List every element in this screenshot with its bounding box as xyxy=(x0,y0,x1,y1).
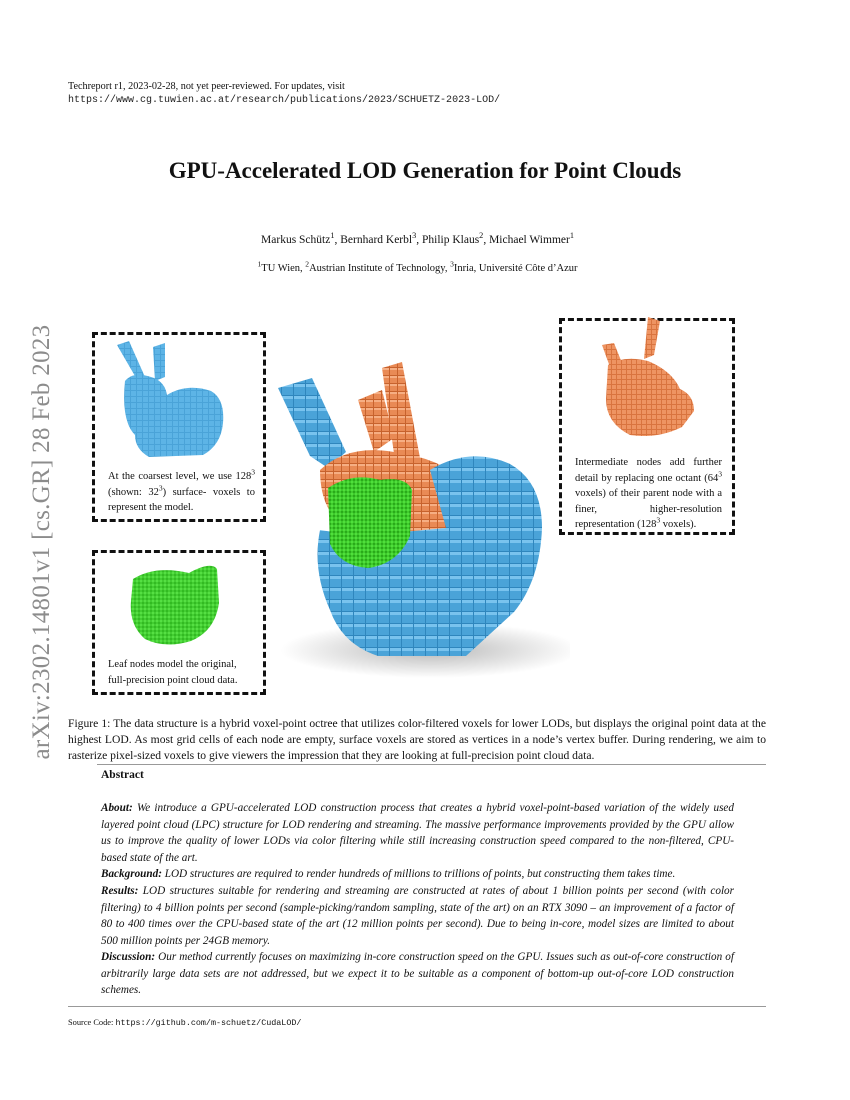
leaf-nodes-caption: Leaf nodes model the original, full-precision point cloud data. xyxy=(108,659,238,686)
background-text: LOD structures are required to render hundreds of millions to trillions of points, but constructing them takes time. xyxy=(164,868,676,880)
arxiv-stamp: arXiv:2302.14801v1 [cs.GR] 28 Feb 2023 xyxy=(28,324,55,760)
abstract-results xyxy=(101,883,734,949)
leaf-nodes-box xyxy=(92,550,266,695)
results-label: Results: xyxy=(101,885,139,897)
author-affiliation-mark: 3 xyxy=(412,231,417,241)
discussion-text: Our method currently focuses on maximizing in-core construction speed on the GPU. Issues such as out-of-core construction of arbitrarily large data sets are not addressed, but we expect it to be suitable as a component of bottom-up out-of-core LOD construction schemes. xyxy=(101,951,734,996)
author-name: Michael Wimmer xyxy=(489,234,570,246)
update-url-link[interactable]: https://www.cg.tuwien.ac.at/research/publications/2023/SCHUETZ-2023-LOD/ xyxy=(68,95,501,106)
hybrid-bunny-render xyxy=(270,360,570,680)
source-code-note xyxy=(68,1018,301,1028)
source-code-link[interactable]: https://github.com/m-schuetz/CudaLOD/ xyxy=(115,1018,302,1028)
affiliation-name: TU Wien xyxy=(261,263,301,274)
figure-caption: Figure 1: The data structure is a hybrid voxel-point octree that utilizes color-filtered voxels for lower LODs, but displays the original point data at the highest LOD. As most grid cells of each node are empty, surface voxels are stored as vertices in a node’s vertex buffer. During rendering, we aim to rasterize pixel-sized voxels to give viewers the impression that they are looking at full-precision point cloud data. xyxy=(68,717,766,762)
affiliation-name: Austrian Institute of Technology xyxy=(309,263,445,274)
blue-bunny-small xyxy=(95,337,263,467)
orange-voxel-octant xyxy=(562,315,732,445)
abstract-background xyxy=(101,866,734,883)
abstract-heading: Abstract xyxy=(101,769,144,781)
affiliation-list: $^1$TU Wien, $^2$Austrian Institute of Technology, $^3$Inria, Université Côte d’Azur xyxy=(257,259,578,274)
author-affiliation-mark: 1 xyxy=(569,231,574,241)
about-label: About: xyxy=(101,802,133,814)
discussion-label: Discussion: xyxy=(101,951,156,963)
results-text: LOD structures suitable for rendering and streaming are constructed at rates of about 1 billion points per second (with color filtering) to 4 billion points per second (sample-picking/random sampling, state of the art) on an RTX 3090 – an improvement of a factor of 80 to 400 times over the CPU-based state of the art (12 million points per second). Due to being in-core, model sizes are limited to about 500 million points per 24GB memory. xyxy=(101,885,734,947)
coarse-level-box xyxy=(92,332,266,522)
author-list: Markus Schütz$^1$, Bernhard Kerbl$^3$, Philip Klaus$^2$, Michael Wimmer$^1$ xyxy=(261,231,574,246)
divider xyxy=(68,1006,766,1007)
author-affiliation-mark: 1 xyxy=(330,231,335,241)
paper-title: GPU-Accelerated LOD Generation for Point Clouds xyxy=(168,158,682,183)
affiliation-number: 3 xyxy=(450,259,454,269)
divider xyxy=(97,764,766,765)
coarse-level-caption: At the coarsest level, we use $128^3$ (shown: $32^3$) surface- voxels to represent the model. xyxy=(108,467,256,513)
affiliation-name: Inria, Université Côte d’Azur xyxy=(453,263,578,274)
affiliation-number: 1 xyxy=(257,259,262,269)
author-name: Philip Klaus xyxy=(421,234,480,246)
intermediate-nodes-caption: Intermediate nodes add further detail by replacing one octant ($64^3$ voxels) of their parent node with a finer, higher-resolution representation ($128^3$ voxels). xyxy=(575,457,723,530)
author-name: Bernhard Kerbl xyxy=(340,234,413,246)
source-code-label: Source Code: xyxy=(68,1018,114,1027)
author-affiliation-mark: 2 xyxy=(479,231,484,241)
affiliation-number: 2 xyxy=(305,259,310,269)
about-text: We introduce a GPU-accelerated LOD construction process that creates a hybrid voxel-point-based variation of the widely used layered point cloud (LPC) structure for LOD rendering and streaming. The massive performance improvements provided by the GPU allow us to improve the quality of lower LODs via color filtering while still increasing construction speed compared to the non-filtered, CPU-based state of the art. xyxy=(101,802,734,864)
abstract-about xyxy=(101,800,734,866)
report-note: Techreport r1, 2023-02-28, not yet peer-reviewed. For updates, visit xyxy=(68,81,345,92)
intermediate-nodes-box xyxy=(559,318,735,535)
author-name: Markus Schütz xyxy=(261,234,331,246)
green-point-cloud xyxy=(95,555,263,655)
background-label: Background: xyxy=(101,868,162,880)
abstract-discussion xyxy=(101,949,734,999)
